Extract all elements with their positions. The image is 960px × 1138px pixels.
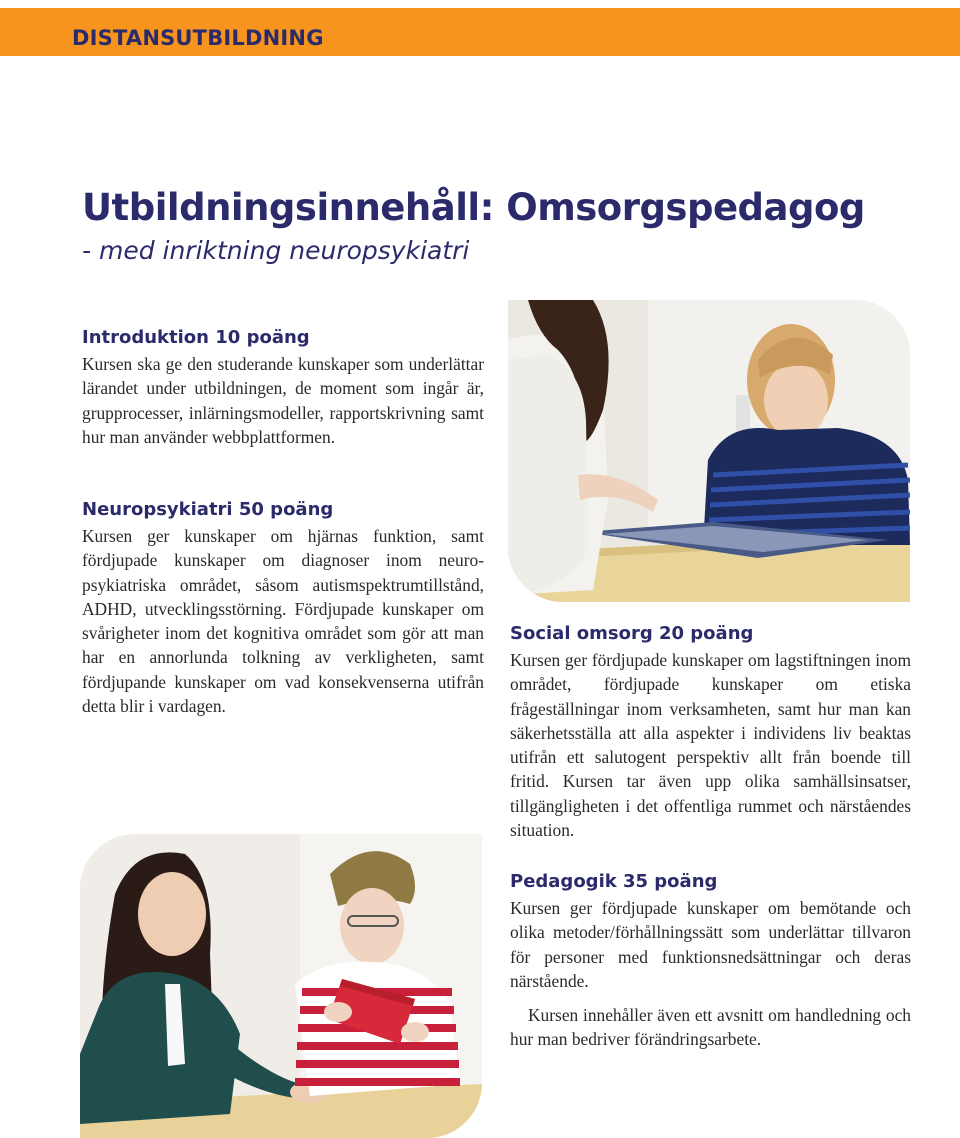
- page-subtitle: - med inriktning neuropsykiatri: [82, 236, 470, 265]
- section-introduktion: [82, 325, 484, 449]
- section-heading: Pedagogik 35 poäng: [510, 871, 718, 892]
- section-text: Kursen ger kunskaper om hjärnas funktion, samt fördjupade kunskaper om diagnoser inom neuropsykiatriska området, såsom autismspektrumtillstånd, ADHD, utvecklingsstörning. Fördjupade kunskaper om svårigheter inom det kognitiva området som gör att man har en annorlunda tolkning av verkligheten, samt fördjupande kunskaper om vad konsekvenserna utifrån detta blir i vardagen.: [82, 526, 484, 717]
- section-heading: Social omsorg 20 poäng: [510, 623, 754, 644]
- section-text: Kursen ska ge den studerande kunskaper som underlättar lärandet under utbildningen, de moment som ingår är, grupprocesser, inlärningsmodeller, rapportskrivning samt hur man använder webbplattformen.: [82, 354, 484, 447]
- section-heading: Introduktion 10 poäng: [82, 327, 310, 348]
- page-title: Utbildningsinnehåll: Omsorgspedagog: [82, 186, 865, 229]
- banner-title: DISTANSUTBILDNING: [72, 26, 324, 50]
- section-pedagogik: [510, 869, 911, 1052]
- section-neuropsykiatri: [82, 497, 484, 718]
- section-heading: Neuropsykiatri 50 poäng: [82, 499, 334, 520]
- section-text: Kursen ger fördjupade kunskaper om lagstiftningen inom området, fördjupade kunskaper om etiska frågeställningar inom verksamheten, samt hur man kan säkerhetsställa att alla aspekter i individens liv beaktas utifrån ett salutogent perspektiv allt från boende till fritid. Kursen tar även upp olika samhällsinsatser, tillgängligheten i det offentliga rummet och närståendes situation.: [510, 650, 911, 841]
- photo-red-tablet: [80, 834, 482, 1138]
- photo-table-folder: [508, 300, 910, 602]
- section-social-omsorg: [510, 621, 911, 842]
- header-banner: [0, 8, 960, 56]
- section-text: Kursen ger fördjupade kunskaper om bemötande och olika metoder/förhållningssätt som underlättar tillvaron för personer med funktionsnedsättningar och deras närstående.: [510, 898, 911, 991]
- section-text: Kursen innehåller även ett avsnitt om handledning och hur man bedriver förändringsarbete.: [510, 1005, 911, 1050]
